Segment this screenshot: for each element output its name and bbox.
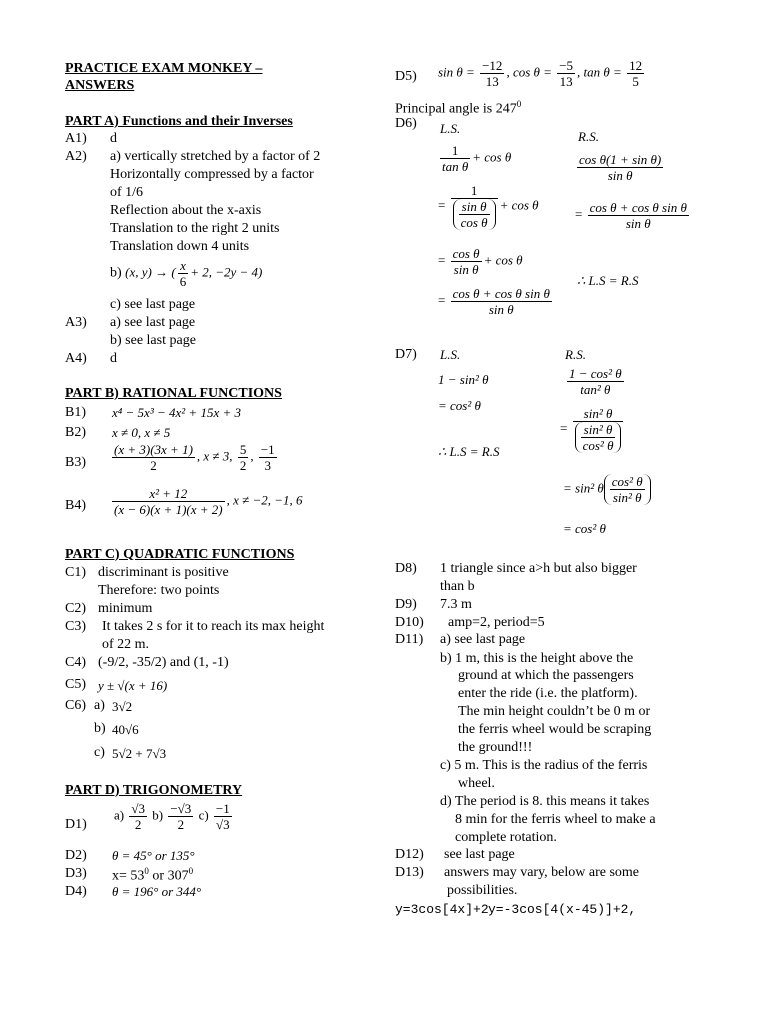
d6-ls-step: = $\frac{1}{\frac{\text{sin θ}}{\text{cos θ}}}$ + cos θ	[438, 183, 539, 230]
d6-ls-label: L.S.	[440, 121, 461, 136]
d11-line: b) 1 m, this is the height above the	[440, 651, 634, 666]
d7-ls-step: 1 − sin² θ	[438, 372, 489, 387]
part-d-heading: PART D) TRIGONOMETRY	[65, 783, 243, 798]
d6-ls-step: = $\frac{\text{cos θ + cos θ sin θ}}{\text{sin θ}}$	[438, 286, 550, 317]
d8-line2: than b	[440, 579, 475, 594]
d13-equation-2: y=-3cos[4(x-45)]+2,	[488, 902, 637, 917]
c6-b-answer: 40√6	[112, 722, 139, 737]
b4-answer: $\frac{\text{x² + 12}}{(x - 6)(x + 1)(x + 2)}$ , x ≠ −2, −1, 6	[114, 486, 303, 517]
d7-rs-label: R.S.	[565, 347, 586, 362]
d6-ls-step: $\frac{1}{\text{tan θ}}$ + cos θ	[442, 143, 512, 174]
d13-line1: answers may vary, below are some	[444, 865, 640, 880]
a1-answer: d	[110, 131, 117, 146]
c6-a-answer: 3√2	[112, 699, 133, 714]
d5-label: D5)	[395, 69, 417, 84]
d12-answer: see last page	[444, 847, 515, 862]
b2-answer: x ≠ 0, x ≠ 5	[112, 425, 171, 440]
d7-label: D7)	[395, 347, 417, 362]
d11-line: complete rotation.	[455, 830, 557, 845]
a2-line: Reflection about the x-axis	[110, 203, 262, 218]
d10-label: D10)	[395, 615, 424, 630]
c6-a-label: a)	[94, 698, 105, 713]
d13-line2: possibilities.	[447, 883, 518, 898]
c6-c-label: c)	[94, 745, 105, 760]
a2-line: of 1/6	[110, 185, 144, 200]
d7-rs-step: = $\frac{\text{sin² θ}}{\frac{\text{sin² θ}}{\text{cos² θ}}}$	[560, 406, 625, 453]
b1-answer: x⁴ − 5x³ − 4x² + 15x + 3	[112, 405, 241, 420]
d13-equation-1: y=3cos[4x]+2	[395, 902, 489, 917]
c3-line2: of 22 m.	[102, 637, 150, 652]
d1-answer: a) $\frac{√3}{2}$ b) $\frac{-√3}{2}$ c) $\frac{-1}{√3}$	[114, 801, 230, 832]
d11-label: D11)	[395, 632, 424, 647]
a4-answer: d	[110, 351, 117, 366]
principal-angle: Principal angle is $247^0$	[395, 99, 522, 117]
a2-label: A2)	[65, 149, 87, 164]
d6-label: D6)	[395, 116, 417, 131]
c6-b-label: b)	[94, 721, 106, 736]
d12-label: D12)	[395, 847, 424, 862]
d4-label: D4)	[65, 884, 87, 899]
d7-conclusion: ∴ L.S = R.S	[438, 444, 500, 459]
a2-b-expression: b) (x, y) → ( $\frac{x}{6}$ + 2, −2y − 4)	[110, 258, 263, 289]
doc-title-line1: PRACTICE EXAM MONKEY –	[65, 61, 263, 76]
d11-line: wheel.	[458, 776, 495, 791]
d11-line: The min height couldn’t be 0 m or	[458, 704, 651, 719]
d9-answer: 7.3 m	[440, 597, 472, 612]
b2-label: B2)	[65, 425, 86, 440]
d6-conclusion: ∴ L.S = R.S	[577, 273, 639, 288]
d3-label: D3)	[65, 866, 87, 881]
a2-line: a) vertically stretched by a factor of 2	[110, 149, 321, 164]
d8-label: D8)	[395, 561, 417, 576]
c6-label: C6)	[65, 698, 86, 713]
d9-label: D9)	[395, 597, 417, 612]
c3-label: C3)	[65, 619, 86, 634]
d11-line: enter the ride (i.e. the platform).	[458, 686, 638, 701]
part-a-heading: PART A) Functions and their Inverses	[65, 114, 293, 129]
b3-label: B3)	[65, 455, 86, 470]
d7-ls-label: L.S.	[440, 347, 461, 362]
d6-ls-step: = $\frac{\text{cos θ}}{\text{sin θ}}$ + cos θ	[438, 246, 523, 277]
a3-label: A3)	[65, 315, 87, 330]
d8-line1: 1 triangle since a>h but also bigger	[440, 561, 637, 576]
a4-label: A4)	[65, 351, 87, 366]
c1-line1: discriminant is positive	[98, 565, 229, 580]
d13-label: D13)	[395, 865, 424, 880]
d11-line: d) The period is 8. this means it takes	[440, 794, 650, 809]
c5-label: C5)	[65, 677, 86, 692]
c4-answer: (-9/2, -35/2) and (1, -1)	[98, 655, 229, 670]
c5-answer: y ± √(x + 16)	[98, 678, 168, 693]
a2-line: Translation down 4 units	[110, 239, 250, 254]
a3-b: b) see last page	[110, 333, 196, 348]
d3-answer: $x= 53^0$ or $307^0$	[112, 866, 194, 884]
a2-line: Translation to the right 2 units	[110, 221, 280, 236]
part-c-heading: PART C) QUADRATIC FUNCTIONS	[65, 547, 295, 562]
c4-label: C4)	[65, 655, 86, 670]
d11-line: ground at which the passengers	[458, 668, 634, 683]
d2-answer: θ = 45° or 135°	[112, 848, 195, 863]
doc-title-line2: ANSWERS	[65, 78, 135, 93]
d6-rs-label: R.S.	[578, 129, 599, 144]
c1-line2: Therefore: two points	[98, 583, 220, 598]
d7-ls-step: = cos² θ	[438, 398, 481, 413]
c2-answer: minimum	[98, 601, 153, 616]
d7-rs-step: $\frac{\text{1 − cos² θ}}{\text{tan² θ}}$	[569, 366, 622, 397]
b4-label: B4)	[65, 498, 86, 513]
d2-label: D2)	[65, 848, 87, 863]
c6-c-answer: 5√2 + 7√3	[112, 746, 167, 761]
b3-answer: $\frac{(x + 3)(3x + 1)}{2}$ , x ≠ 3, $\frac{5}{2}$ , $\frac{-1}{3}$	[114, 442, 275, 473]
d1-label: D1)	[65, 817, 87, 832]
d6-rs-step: = $\frac{\text{cos θ + cos θ sin θ}}{\text{sin θ}}$	[575, 200, 687, 231]
d11-line: the ferris wheel would be scraping	[458, 722, 652, 737]
a2-line: Horizontally compressed by a factor	[110, 167, 314, 182]
d5-answer: sin θ = $\frac{-12}{13}$ , cos θ = $\frac{-5}{13}$ , tan θ = $\frac{12}{5}$	[438, 58, 643, 89]
d11-line: the ground!!!	[458, 740, 533, 755]
a2-c: c) see last page	[110, 297, 196, 312]
d6-rs-step: $\frac{\text{cos θ(1 + sin θ)}}{\text{sin θ}}$	[579, 152, 662, 183]
b1-label: B1)	[65, 405, 86, 420]
a3-a: a) see last page	[110, 315, 196, 330]
d7-rs-step: = cos² θ	[563, 521, 606, 536]
d10-answer: amp=2, period=5	[448, 615, 545, 630]
c1-label: C1)	[65, 565, 86, 580]
d4-answer: θ = 196° or 344°	[112, 884, 202, 899]
part-b-heading: PART B) RATIONAL FUNCTIONS	[65, 386, 282, 401]
c2-label: C2)	[65, 601, 86, 616]
d11-line: a) see last page	[440, 632, 526, 647]
a1-label: A1)	[65, 131, 87, 146]
d7-rs-step: = sin² θ $\frac{\text{cos² θ}}{\text{sin² θ}}$	[563, 474, 651, 505]
d11-line: 8 min for the ferris wheel to make a	[455, 812, 656, 827]
c3-line1: It takes 2 s for it to reach its max height	[102, 619, 325, 634]
d11-line: c) 5 m. This is the radius of the ferris	[440, 758, 648, 773]
